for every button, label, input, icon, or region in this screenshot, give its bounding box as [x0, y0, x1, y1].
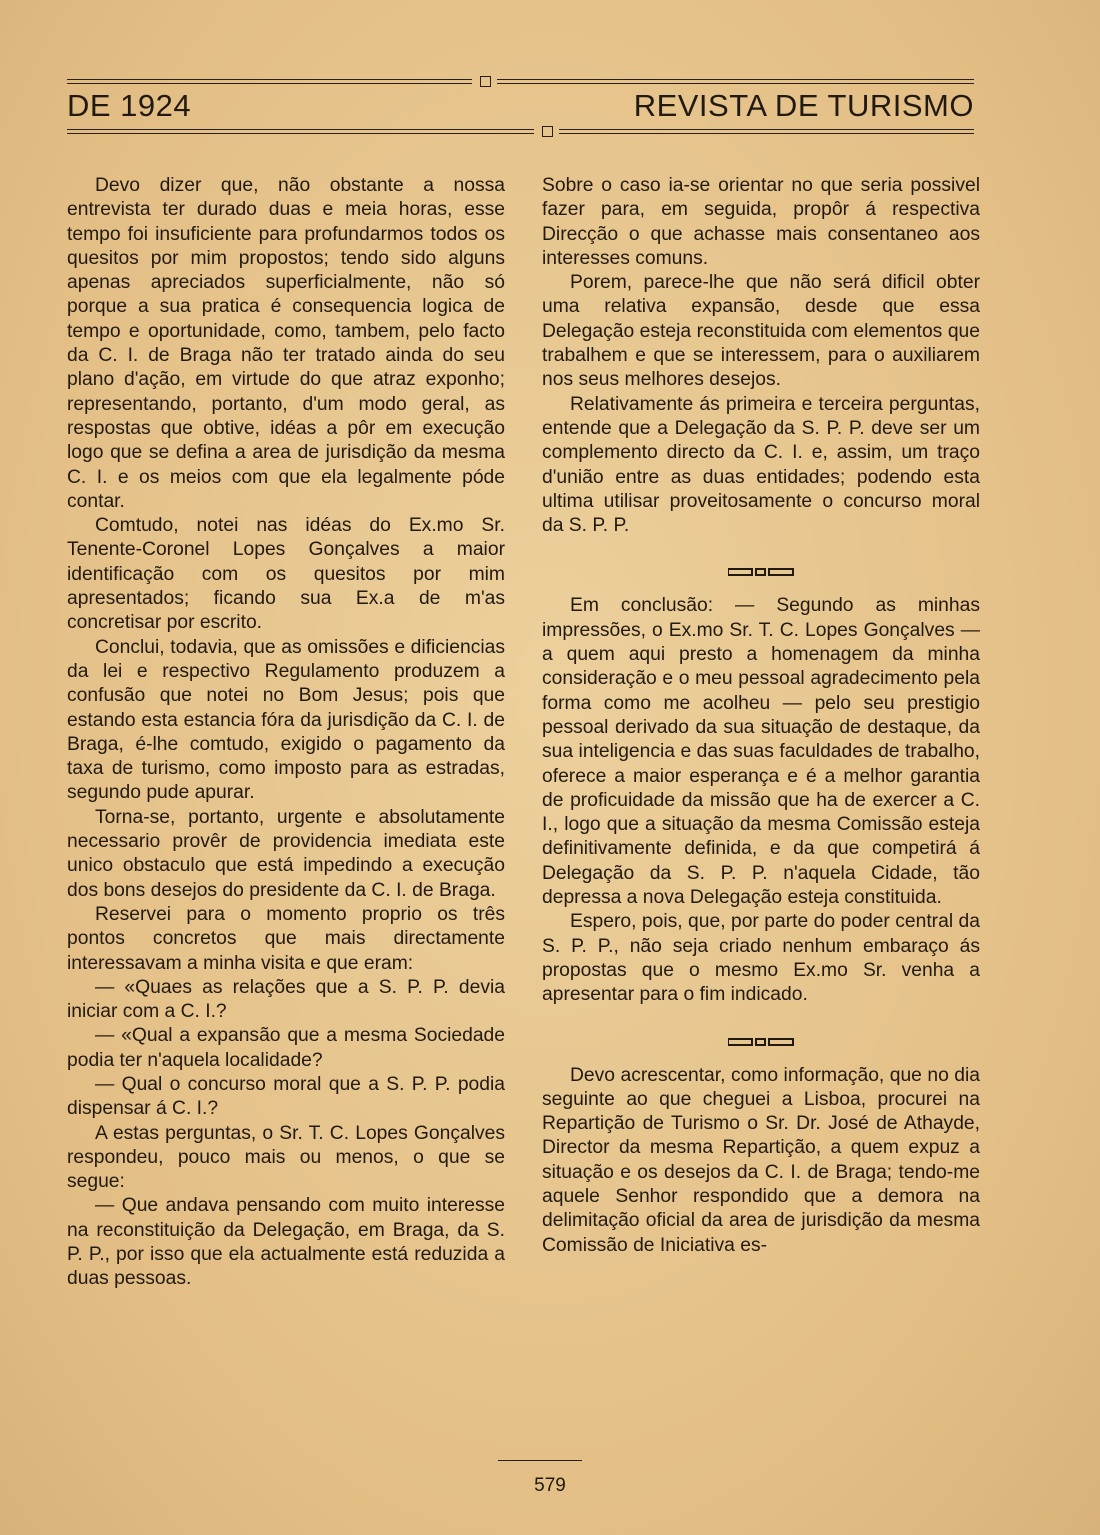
paragraph: Em conclusão: — Segundo as minhas impressões, o Ex.mo Sr. T. C. Lopes Gonçalves — a quem aqui presto a homenagem da minha consideração e o meu pessoal agradecimento pela forma como me acolheu — pelo seu prestigio pessoal derivado da sua situação de destaque, da sua inteligencia e das suas faculdades de trabalho, oferece a maior esperança e é a melhor garantia de proficuidade da missão que ha de exercer a C. I., logo que a situação da mesma Comissão esteja definitivamente definida, e da que competirá á Delegação da S. P. P. n'aquela Cidade, tão depressa a nova Delegação esteja constituida.: [542, 595, 980, 909]
paragraph: Devo dizer que, não obstante a nossa entrevista ter durado duas e meia horas, esse tempo foi insuficiente para profundarmos todos os quesitos por mim propostos; tendo sido alguns apenas apreciados superficialmente, não só porque a sua pratica é consequencia logica de tempo e oportunidade, como, tambem, pelo facto da C. I. de Braga não ter tratado ainda do seu plano d'ação, em virtude do que atraz exponho; representando, portanto, d'um modo geral, as respostas que obtive, idéas a pôr em execução logo que se defina a area de jurisdição da mesma C. I. e os meios com que ela legalmente póde contar.: [67, 175, 505, 512]
paragraph: Porem, parece-lhe que não será dificil obter uma relativa expansão, desde que essa Delegação esteja reconstituida com elementos que trabalhem e que se interessem, para o auxiliarem nos seus melhores desejos.: [542, 272, 980, 391]
paragraph: Espero, pois, que, por parte do poder central da S. P. P., não seja criado nenhum embaraço ás propostas que o mesmo Ex.mo Sr. venha a apresentar para o fim indicado.: [542, 911, 980, 1006]
paragraph: Relativamente ás primeira e terceira perguntas, entende que a Delegação da S. P. P. deve ser um complemento directo da C. I. e, assim, um traço d'união entre as duas entidades; podendo esta ultima utilisar proveitosamente o concurso moral da S. P. P.: [542, 393, 980, 537]
paragraph: Comtudo, notei nas idéas do Ex.mo Sr. Tenente-Coronel Lopes Gonçalves a maior identificação com os quesitos por mim apresentados; ficando sua Ex.a de m'as concretisar por escrito.: [67, 515, 505, 634]
header-top-rule: [67, 76, 974, 86]
header-bottom-rule: [67, 126, 974, 136]
paragraph: Devo acrescentar, como informação, que no dia seguinte ao que cheguei a Lisboa, procurei na Repartição de Turismo o Sr. Dr. José de Athayde, Director da mesma Repartição, a quem expuz a situação e os desejos da C. I. de Braga; tendo-me aquele Senhor respondido que a demora na delimitação oficial da area de jurisdição da mesma Comissão de Iniciativa es-: [542, 1064, 980, 1256]
left-column: [67, 174, 505, 1292]
footer-rule: [498, 1460, 582, 1461]
paragraph: A estas perguntas, o Sr. T. C. Lopes Gonçalves respondeu, pouco mais ou menos, o que se segue:: [67, 1122, 505, 1193]
question: — «Qual a expansão que a mesma Sociedade podia ter n'aquela localidade?: [67, 1025, 505, 1071]
right-column: [542, 174, 980, 1258]
header-date: DE 1924: [67, 88, 192, 123]
paragraph: Reservei para o momento proprio os três pontos concretos que mais directamente interessavam a minha visita e que eram:: [67, 903, 505, 974]
page-number: 579: [534, 1475, 566, 1496]
paragraph: Torna-se, portanto, urgente e absolutamente necessario provêr de providencia imediata este unico obstaculo que está impedindo a execução dos bons desejos do presidente da C. I. de Braga.: [67, 806, 505, 901]
section-divider-ornament: [542, 560, 980, 572]
header-title: REVISTA DE TURISMO: [633, 88, 974, 123]
paragraph: Sobre o caso ia-se orientar no que seria possivel fazer para, em seguida, propôr á respectiva Direcção o que achasse mais consentaneo aos interesses comuns.: [542, 175, 980, 269]
question: — «Quaes as relações que a S. P. P. devia iniciar com a C. I.?: [67, 976, 505, 1023]
answer: — Que andava pensando com muito interesse na reconstituição da Delegação, em Braga, da S. P. P., por isso que ela actualmente está reduzida a duas pessoas.: [67, 1195, 505, 1290]
paragraph: Conclui, todavia, que as omissões e dificiencias da lei e respectivo Regulamento produzem a confusão que notei no Bom Jesus; pois que estando esta estancia fóra da jurisdição da C. I. de Braga, é-lhe comtudo, exigido o pagamento da taxa de turismo, como imposto para as estradas, segundo pude apurar.: [67, 636, 505, 804]
question: — Qual o concurso moral que a S. P. P. podia dispensar á C. I.?: [67, 1073, 505, 1120]
section-divider-ornament: [542, 1030, 980, 1042]
